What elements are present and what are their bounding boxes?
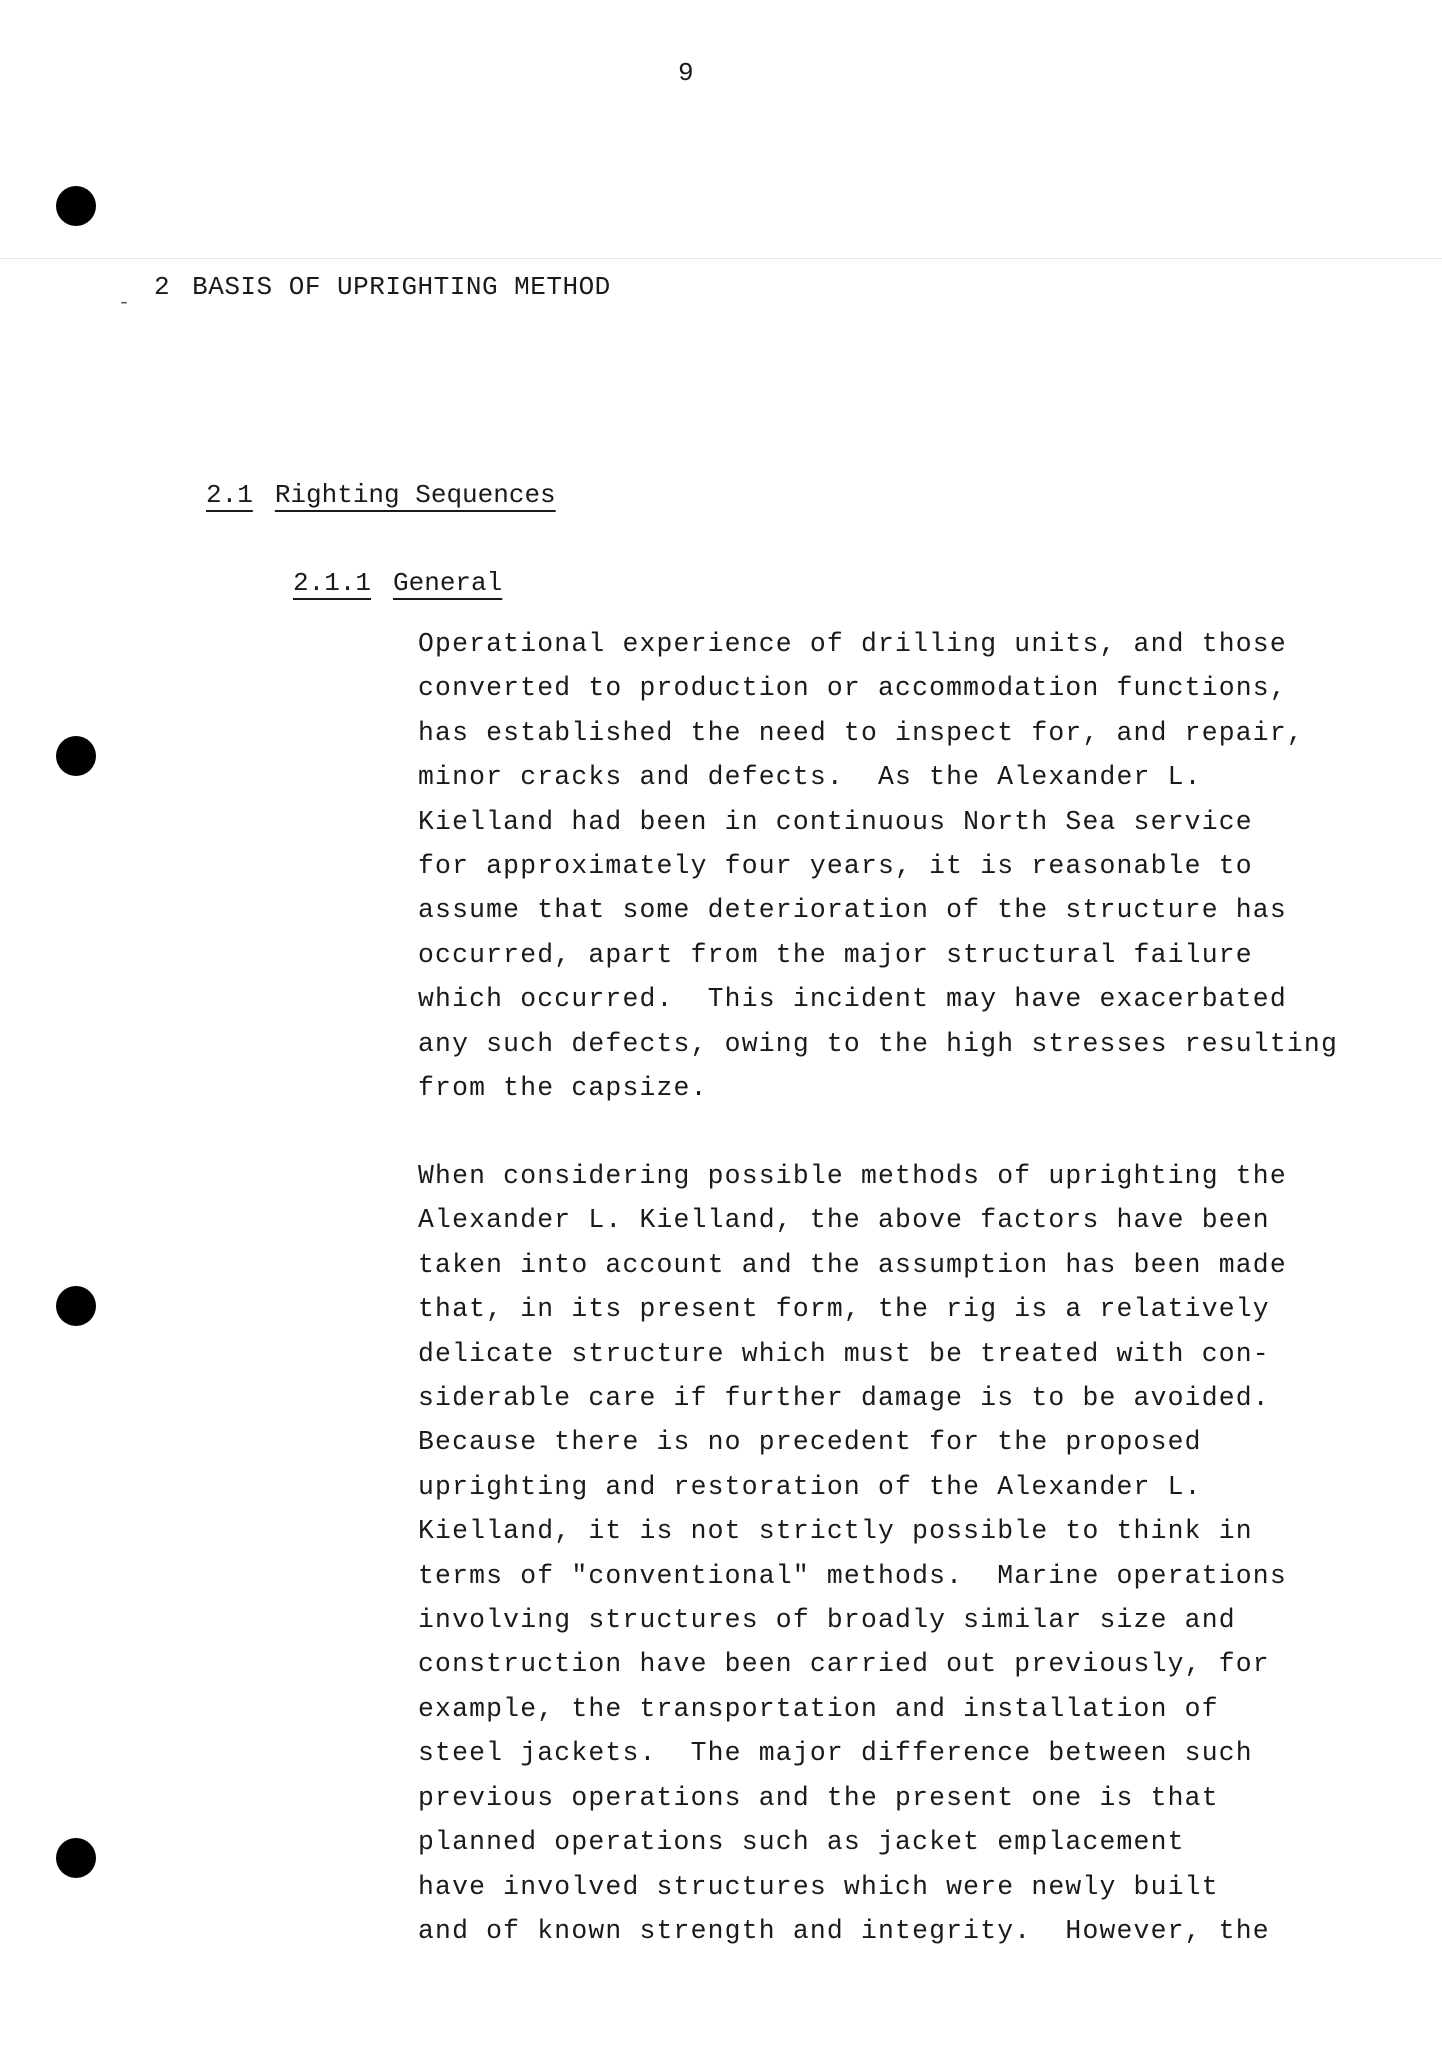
section-heading — [154, 272, 611, 302]
page-fold-line — [0, 258, 1442, 259]
section-title: BASIS OF UPRIGHTING METHOD — [192, 272, 611, 302]
page-number: 9 — [678, 58, 694, 88]
stray-mark: - — [118, 292, 131, 315]
body-paragraph-2: When considering possible methods of uprighting the Alexander L. Kielland, the above factors have been taken into account and the assumption has been made that, in its present form, the rig is a relatively delicate structure which must be treated with con- siderable care if further damage is to be avoided. Because there is no precedent for the proposed uprighting and restoration of the Alexander L. Kielland, it is not strictly possible to think in terms of "conventional" methods. Marine operations involving structures of broadly similar size and construction have been carried out previously, for example, the transportation and installation of steel jackets. The major difference between such previous operations and the present one is that planned operations such as jacket emplacement have involved structures which were newly built and of known strength and integrity. However, the — [418, 1161, 1287, 1946]
punch-hole-1 — [56, 186, 96, 226]
subsection-heading — [206, 480, 556, 510]
punch-hole-3 — [56, 1286, 96, 1326]
section-number: 2 — [154, 272, 171, 302]
subsection-title: Righting Sequences — [274, 480, 556, 510]
punch-hole-4 — [56, 1838, 96, 1878]
subsection-number: 2.1 — [206, 480, 253, 510]
subsubsection-heading — [293, 568, 502, 598]
subsubsection-number: 2.1.1 — [293, 568, 372, 598]
punch-hole-2 — [56, 736, 96, 776]
subsubsection-title: General — [393, 568, 503, 598]
body-paragraph-1: Operational experience of drilling units, and those converted to production or accommodation functions, has established the need to inspect for, and repair, minor cracks and defects. As the Alexander L. Kielland had been in continuous North Sea service for approximately four years, it is reasonable to assume that some deterioration of the structure has occurred, apart from the major structural failure which occurred. This incident may have exacerbated any such defects, owing to the high stresses resulting from the capsize. — [418, 629, 1338, 1104]
